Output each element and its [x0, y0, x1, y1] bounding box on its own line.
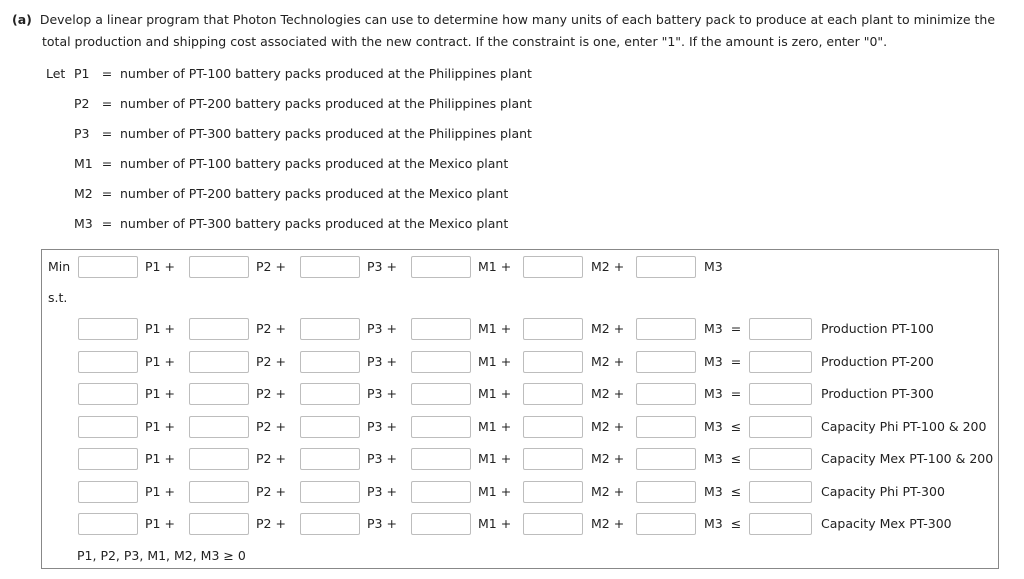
coefficient-input[interactable] — [189, 416, 249, 438]
variable-term: P3 + — [367, 321, 397, 336]
st-label: s.t. — [48, 290, 68, 305]
coefficient-input[interactable] — [189, 481, 249, 503]
constraint-relation: ≤ — [730, 516, 742, 531]
coefficient-input[interactable] — [189, 351, 249, 373]
constraint-row — [42, 383, 1000, 407]
rhs-input[interactable] — [749, 351, 812, 373]
constraint-name: Capacity Phi PT-300 — [821, 483, 945, 499]
definition-equals: = — [101, 216, 113, 231]
definition-description: number of PT-300 battery packs produced at the Philippines plant — [120, 126, 532, 141]
coefficient-input[interactable] — [636, 351, 696, 373]
constraint-name: Production PT-200 — [821, 353, 934, 369]
coefficient-input[interactable] — [189, 318, 249, 340]
variable-term: M3 — [704, 321, 723, 336]
variable-term: M1 + — [478, 353, 512, 369]
variable-term: M1 + — [478, 483, 512, 499]
definition-description: number of PT-300 battery packs produced at the Mexico plant — [120, 216, 509, 231]
variable-term: M3 — [704, 259, 723, 274]
variable-term: P1 + — [145, 321, 175, 336]
variable-term: M3 — [704, 418, 723, 434]
definition-equals: = — [101, 126, 113, 141]
coefficient-input[interactable] — [636, 318, 696, 340]
coefficient-input[interactable] — [636, 481, 696, 503]
rhs-input[interactable] — [749, 383, 812, 405]
question-text — [12, 9, 1012, 53]
constraint-row — [42, 416, 1000, 440]
variable-term: P2 + — [256, 451, 286, 466]
variable-term: M2 + — [591, 321, 625, 336]
rhs-input[interactable] — [749, 318, 812, 340]
variable-term: P3 + — [367, 353, 397, 369]
constraint-relation: ≤ — [730, 451, 742, 466]
rhs-input[interactable] — [749, 481, 812, 503]
coefficient-input[interactable] — [78, 383, 138, 405]
constraint-row — [42, 481, 1000, 505]
constraint-relation: ≤ — [730, 418, 742, 434]
coefficient-input[interactable] — [523, 383, 583, 405]
variable-term: M2 + — [591, 418, 625, 434]
question-line-2: total production and shipping cost associated with the new contract. If the constraint is one, enter "1". If the amount is zero, enter "0". — [42, 34, 888, 49]
coefficient-input[interactable] — [78, 481, 138, 503]
variable-term: M2 + — [591, 386, 625, 401]
variable-term: P1 + — [145, 259, 175, 274]
rhs-input[interactable] — [749, 448, 812, 470]
variable-term: M1 + — [478, 321, 512, 336]
coefficient-input[interactable] — [411, 416, 471, 438]
constraint-row — [42, 351, 1000, 375]
coefficient-input[interactable] — [78, 351, 138, 373]
coefficient-input[interactable] — [523, 318, 583, 340]
coefficient-input[interactable] — [636, 448, 696, 470]
definition-variable: P1 — [74, 66, 90, 81]
rhs-input[interactable] — [749, 513, 812, 535]
variable-term: P1 + — [145, 353, 175, 369]
variable-term: M2 + — [591, 451, 625, 466]
variable-term: P2 + — [256, 353, 286, 369]
coefficient-input[interactable] — [636, 256, 696, 278]
constraint-relation: ≤ — [730, 483, 742, 499]
coefficient-input[interactable] — [411, 256, 471, 278]
coefficient-input[interactable] — [636, 416, 696, 438]
definition-equals: = — [101, 186, 113, 201]
min-label: Min — [48, 259, 71, 274]
variable-term: P1 + — [145, 418, 175, 434]
coefficient-input[interactable] — [300, 351, 360, 373]
variable-term: P1 + — [145, 516, 175, 531]
coefficient-input[interactable] — [78, 513, 138, 535]
coefficient-input[interactable] — [523, 351, 583, 373]
variable-term: M2 + — [591, 259, 625, 274]
variable-term: M1 + — [478, 451, 512, 466]
definition-equals: = — [101, 66, 113, 81]
coefficient-input[interactable] — [523, 256, 583, 278]
nonnegativity-constraint: P1, P2, P3, M1, M2, M3 ≥ 0 — [77, 548, 246, 563]
rhs-input[interactable] — [749, 416, 812, 438]
variable-term: M3 — [704, 451, 723, 466]
question-label: (a) — [12, 12, 32, 27]
coefficient-input[interactable] — [78, 256, 138, 278]
question-line-1: Develop a linear program that Photon Technologies can use to determine how many units of each battery pack to produce at each plant to minimize the — [39, 12, 996, 27]
variable-term: P2 + — [256, 386, 286, 401]
coefficient-input[interactable] — [411, 383, 471, 405]
definition-variable: M2 — [74, 186, 93, 201]
constraint-relation: = — [730, 386, 742, 401]
constraint-name: Production PT-300 — [821, 386, 934, 401]
coefficient-input[interactable] — [189, 256, 249, 278]
coefficient-input[interactable] — [78, 318, 138, 340]
definition-equals: = — [101, 156, 113, 171]
variable-term: P3 + — [367, 483, 397, 499]
constraint-name: Capacity Mex PT-100 & 200 — [821, 451, 994, 466]
constraint-row — [42, 448, 1000, 472]
variable-term: M1 + — [478, 386, 512, 401]
variable-term: P3 + — [367, 451, 397, 466]
variable-term: M3 — [704, 483, 723, 499]
variable-term: P3 + — [367, 516, 397, 531]
constraint-relation: = — [730, 353, 742, 369]
let-label: Let — [46, 66, 66, 81]
definition-variable: M1 — [74, 156, 93, 171]
coefficient-input[interactable] — [189, 513, 249, 535]
variable-term: P3 + — [367, 418, 397, 434]
coefficient-input[interactable] — [300, 318, 360, 340]
coefficient-input[interactable] — [300, 513, 360, 535]
definition-equals: = — [101, 96, 113, 111]
definition-variable: P2 — [74, 96, 90, 111]
coefficient-input[interactable] — [411, 513, 471, 535]
constraint-name: Capacity Phi PT-100 & 200 — [821, 418, 987, 434]
coefficient-input[interactable] — [189, 448, 249, 470]
variable-term: M1 + — [478, 516, 512, 531]
coefficient-input[interactable] — [411, 448, 471, 470]
variable-term: M1 + — [478, 418, 512, 434]
definition-description: number of PT-100 battery packs produced at the Philippines plant — [120, 66, 532, 81]
linear-program-form — [41, 249, 999, 569]
coefficient-input[interactable] — [411, 351, 471, 373]
variable-term: P2 + — [256, 418, 286, 434]
definition-variable: P3 — [74, 126, 90, 141]
variable-term: P2 + — [256, 321, 286, 336]
variable-term: M3 — [704, 386, 723, 401]
coefficient-input[interactable] — [523, 481, 583, 503]
constraint-row — [42, 318, 1000, 342]
coefficient-input[interactable] — [411, 318, 471, 340]
coefficient-input[interactable] — [78, 448, 138, 470]
variable-term: M3 — [704, 516, 723, 531]
variable-term: M2 + — [591, 483, 625, 499]
variable-term: M2 + — [591, 516, 625, 531]
coefficient-input[interactable] — [300, 383, 360, 405]
definition-description: number of PT-200 battery packs produced at the Mexico plant — [120, 186, 509, 201]
coefficient-input[interactable] — [523, 448, 583, 470]
coefficient-input[interactable] — [189, 383, 249, 405]
variable-term: P1 + — [145, 451, 175, 466]
constraint-name: Capacity Mex PT-300 — [821, 516, 952, 531]
variable-term: P2 + — [256, 259, 286, 274]
variable-term: P1 + — [145, 483, 175, 499]
coefficient-input[interactable] — [300, 448, 360, 470]
coefficient-input[interactable] — [411, 481, 471, 503]
variable-term: P2 + — [256, 483, 286, 499]
variable-term: P1 + — [145, 386, 175, 401]
variable-term: M3 — [704, 353, 723, 369]
coefficient-input[interactable] — [636, 383, 696, 405]
variable-term: P3 + — [367, 259, 397, 274]
definition-variable: M3 — [74, 216, 93, 231]
variable-term: P3 + — [367, 386, 397, 401]
constraint-row — [42, 513, 1000, 537]
coefficient-input[interactable] — [523, 513, 583, 535]
coefficient-input[interactable] — [523, 416, 583, 438]
variable-term: M2 + — [591, 353, 625, 369]
constraint-name: Production PT-100 — [821, 321, 934, 336]
variable-term: P2 + — [256, 516, 286, 531]
definition-description: number of PT-100 battery packs produced at the Mexico plant — [120, 156, 509, 171]
coefficient-input[interactable] — [300, 481, 360, 503]
definition-description: number of PT-200 battery packs produced at the Philippines plant — [120, 96, 532, 111]
coefficient-input[interactable] — [300, 256, 360, 278]
variable-term: M1 + — [478, 259, 512, 274]
coefficient-input[interactable] — [636, 513, 696, 535]
coefficient-input[interactable] — [300, 416, 360, 438]
coefficient-input[interactable] — [78, 416, 138, 438]
constraint-relation: = — [730, 321, 742, 336]
